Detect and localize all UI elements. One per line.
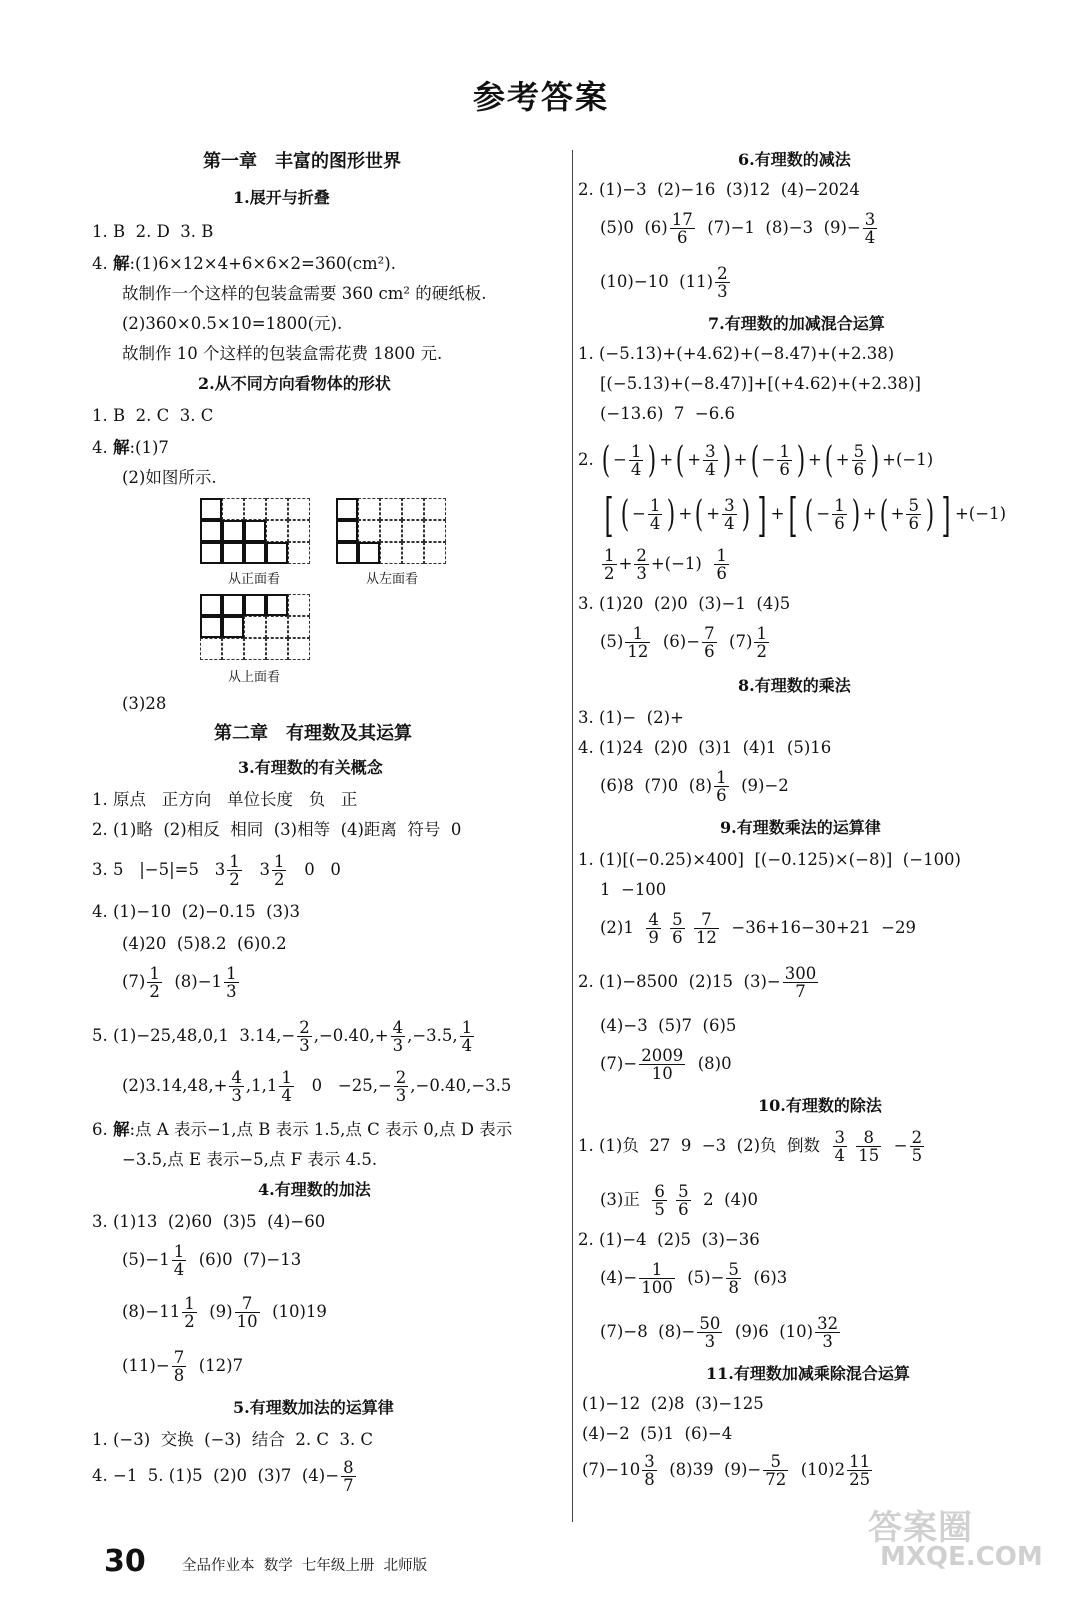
front-view-caption: 从正面看 bbox=[228, 572, 281, 587]
answer-line: 2. ( − $\frac{1}{4}$ ) +( + $\frac{3}{4}$ ) +( − $\frac{1}{6}$ ) +( + $\frac{5}{6}$ ) +(−1) bbox=[578, 439, 934, 481]
answer-line: −3.5,点 E 表示−5,点 F 表示 4.5. bbox=[122, 1150, 378, 1169]
answer-line: (2)1 $\frac{4}{9}$ $\frac{5}{6}$ $\frac{7}{12}$ −36+16−30+21 −29 bbox=[600, 910, 916, 947]
answer-line: 2. (1)略 (2)相反 相同 (3)相等 (4)距离 符号 0 bbox=[92, 820, 462, 839]
answer-line: 1. (−3) 交换 (−3) 结合 2. C 3. C bbox=[92, 1430, 374, 1449]
answer-line: 1. B 2. C 3. C bbox=[92, 406, 214, 425]
answer-line: (5)0 (6) $\frac{17}{6}$ (7)−1 (8)−3 (9)− $\frac{3}{4}$ bbox=[600, 210, 876, 247]
top-view-grid bbox=[200, 594, 310, 660]
answer-line: (3)正 $\frac{6}{5}$ $\frac{5}{6}$ 2 (4)0 bbox=[600, 1182, 758, 1219]
section-10-title: 10.有理数的除法 bbox=[758, 1096, 882, 1115]
answer-line: 1. B 2. D 3. B bbox=[92, 222, 214, 241]
section-6-title: 6.有理数的减法 bbox=[738, 150, 851, 169]
answer-line: 故制作 10 个这样的包装盒需花费 1800 元. bbox=[122, 344, 443, 363]
answer-line: (7)−10 $\frac{3}{8}$ (8)39 (9)− $\frac{5}{72}$ (10)2 $\frac{11}{25}$ bbox=[582, 1452, 871, 1489]
left-view-grid bbox=[336, 498, 446, 564]
answer-line: 2. (1)−8500 (2)15 (3)− $\frac{300}{7}$ bbox=[578, 964, 817, 1001]
answer-line: 1 −100 bbox=[600, 880, 667, 899]
section-7-title: 7.有理数的加减混合运算 bbox=[708, 314, 885, 333]
answer-line: (5) $\frac{1}{12}$ (6)− $\frac{7}{6}$ (7) $\frac{1}{2}$ bbox=[600, 624, 767, 661]
watermark-logo: 答案圈 bbox=[868, 1508, 973, 1548]
answer-line: 4. (1)24 (2)0 (3)1 (4)1 (5)16 bbox=[578, 738, 832, 757]
answer-line: 4. 解:(1)6×12×4+6×6×2=360(cm²). bbox=[92, 254, 396, 273]
section-8-title: 8.有理数的乘法 bbox=[738, 676, 851, 695]
answer-line: 2. (1)−3 (2)−16 (3)12 (4)−2024 bbox=[578, 180, 860, 199]
answer-line: 3. 5 |−5|=5 3 $\frac{1}{2}$ 3 $\frac{1}{2}$ 0 0 bbox=[92, 852, 341, 889]
answer-line: (7) $\frac{1}{2}$ (8)−1 $\frac{1}{3}$ bbox=[122, 964, 237, 1001]
front-view-grid bbox=[200, 498, 310, 564]
section-2-title: 2.从不同方向看物体的形状 bbox=[198, 374, 391, 393]
section-11-title: 11.有理数加减乘除混合运算 bbox=[706, 1364, 910, 1383]
answer-line: (4)−3 (5)7 (6)5 bbox=[600, 1016, 737, 1035]
page-number: 30 bbox=[104, 1544, 146, 1579]
answer-line: 1. 原点 正方向 单位长度 负 正 bbox=[92, 790, 358, 809]
answer-line: (5)−1 $\frac{1}{4}$ (6)0 (7)−13 bbox=[122, 1242, 302, 1279]
answer-line: (−13.6) 7 −6.6 bbox=[600, 404, 735, 423]
section-9-title: 9.有理数乘法的运算律 bbox=[720, 818, 881, 837]
answer-line: 3. (1)20 (2)0 (3)−1 (4)5 bbox=[578, 594, 791, 613]
answer-line: (2)如图所示. bbox=[122, 468, 217, 487]
answer-line: (3)28 bbox=[122, 694, 167, 713]
answer-line: 3. (1)13 (2)60 (3)5 (4)−60 bbox=[92, 1212, 326, 1231]
answer-line: 1. (1)[(−0.25)×400] [(−0.125)×(−8)] (−100) bbox=[578, 850, 961, 869]
answer-line: $\frac{1}{2}$ + $\frac{2}{3}$ +(−1) $\frac{1}{6}$ bbox=[604, 546, 727, 583]
answer-line: (7)− $\frac{2009}{10}$ (8)0 bbox=[600, 1046, 732, 1083]
section-3-title: 3.有理数的有关概念 bbox=[238, 758, 383, 777]
section-5-title: 5.有理数加法的运算律 bbox=[233, 1398, 394, 1417]
answer-line: (2)360×0.5×10=1800(元). bbox=[122, 314, 343, 333]
page-title: 参考答案 bbox=[472, 78, 609, 116]
chapter-1-title: 第一章 丰富的图形世界 bbox=[203, 151, 401, 172]
watermark-url: MXQE.COM bbox=[880, 1542, 1043, 1572]
book-title: 全品作业本 数学 七年级上册 北师版 bbox=[182, 1558, 428, 1574]
answer-line: (4)20 (5)8.2 (6)0.2 bbox=[122, 934, 287, 953]
answer-line: 4. 解:(1)7 bbox=[92, 438, 169, 457]
answer-line: 故制作一个这样的包装盒需要 360 cm² 的硬纸板. bbox=[122, 284, 487, 303]
answer-line: (4)− $\frac{1}{100}$ (5)− $\frac{5}{8}$ (6)3 bbox=[600, 1260, 788, 1297]
answer-line: (4)−2 (5)1 (6)−4 bbox=[582, 1424, 733, 1443]
answer-line: (2)3.14,48,+ $\frac{4}{3}$ ,1,1 $\frac{1}{4}$ 0 −25,− $\frac{2}{3}$ ,−0.40,−3.5 bbox=[122, 1068, 512, 1105]
left-view-caption: 从左面看 bbox=[366, 572, 419, 587]
answer-line: 1. (1)负 27 9 −3 (2)负 倒数 $\frac{3}{4}$ $\frac{8}{15}$ − $\frac{2}{5}$ bbox=[578, 1128, 923, 1165]
section-4-title: 4.有理数的加法 bbox=[258, 1180, 371, 1199]
answer-line: 4. (1)−10 (2)−0.15 (3)3 bbox=[92, 902, 300, 921]
answer-line: 2. (1)−4 (2)5 (3)−36 bbox=[578, 1230, 760, 1249]
top-view-caption: 从上面看 bbox=[228, 670, 281, 685]
answer-line: 5. (1)−25,48,0,1 3.14,− $\frac{2}{3}$ ,−0.40,+ $\frac{4}{3}$ ,−3.5, $\frac{1}{4}$ bbox=[92, 1018, 473, 1055]
section-1-title: 1.展开与折叠 bbox=[233, 188, 330, 207]
answer-line: 3. (1)− (2)+ bbox=[578, 708, 684, 727]
answer-line: (7)−8 (8)− $\frac{50}{3}$ (9)6 (10) $\frac{32}{3}$ bbox=[600, 1314, 839, 1351]
answer-line: (8)−11 $\frac{1}{2}$ (9) $\frac{7}{10}$ (10)19 bbox=[122, 1294, 327, 1331]
answer-line: [ ( − $\frac{1}{4}$ ) +( + $\frac{3}{4}$ ) ] +[ ( − $\frac{1}{6}$ ) +( + $\frac{5}{6}$ ) ] +(−1) bbox=[604, 487, 1007, 542]
answer-line: 6. 解:点 A 表示−1,点 B 表示 1.5,点 C 表示 0,点 D 表示 bbox=[92, 1120, 513, 1139]
answer-line: 4. −1 5. (1)5 (2)0 (3)7 (4)− $\frac{8}{7}$ bbox=[92, 1458, 354, 1495]
answer-line: (11)− $\frac{7}{8}$ (12)7 bbox=[122, 1348, 244, 1385]
answer-line: (1)−12 (2)8 (3)−125 bbox=[582, 1394, 764, 1413]
answer-line: [(−5.13)+(−8.47)]+[(+4.62)+(+2.38)] bbox=[600, 374, 921, 393]
chapter-2-title: 第二章 有理数及其运算 bbox=[214, 723, 412, 744]
answer-line: (10)−10 (11) $\frac{2}{3}$ bbox=[600, 264, 728, 301]
column-divider bbox=[572, 150, 573, 1522]
answer-line: 1. (−5.13)+(+4.62)+(−8.47)+(+2.38) bbox=[578, 344, 895, 363]
answer-line: (6)8 (7)0 (8) $\frac{1}{6}$ (9)−2 bbox=[600, 768, 789, 805]
